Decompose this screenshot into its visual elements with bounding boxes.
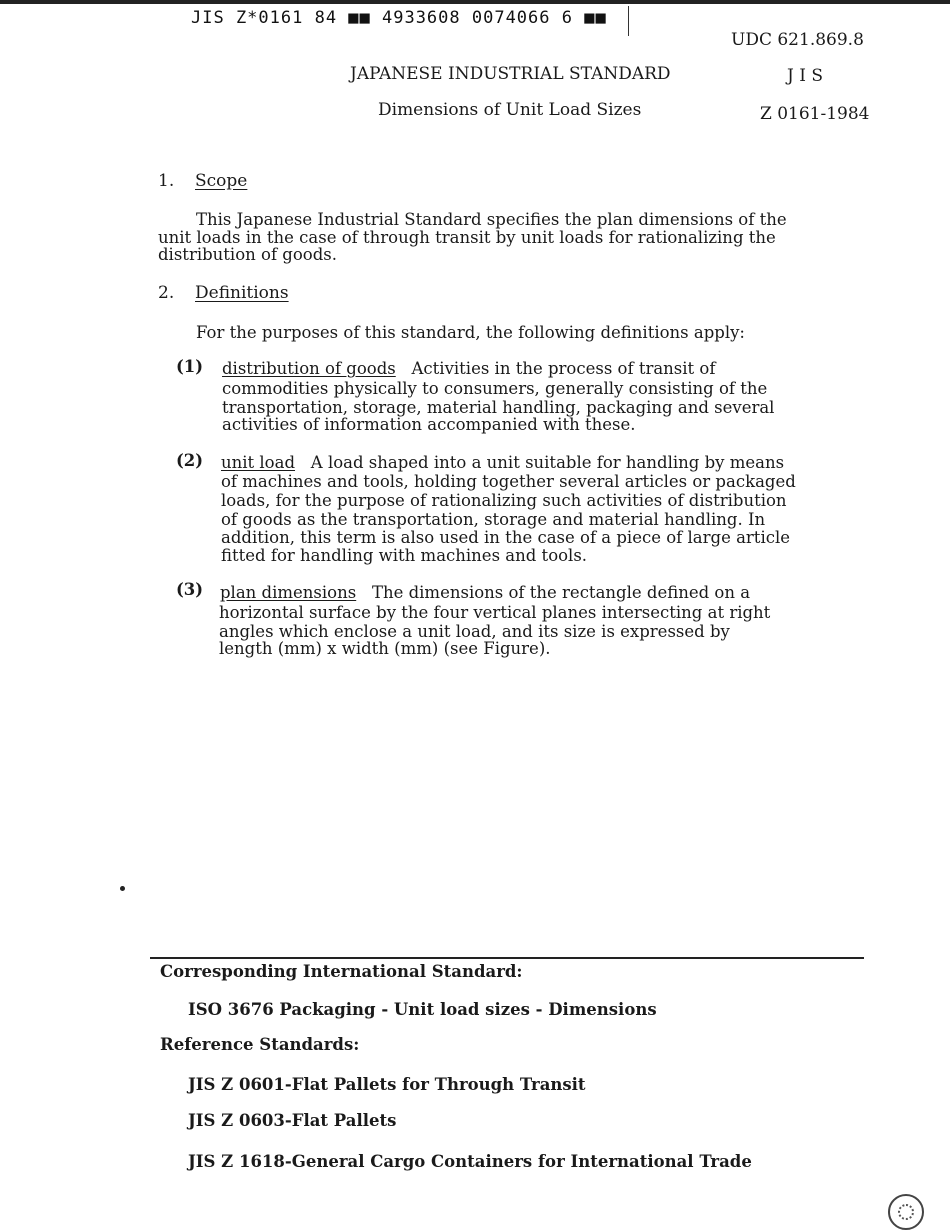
udc-number: UDC 621.869.8	[731, 30, 864, 50]
scope-line-3: distribution of goods.	[158, 245, 337, 264]
definition-line: length (mm) x width (mm) (see Figure).	[219, 639, 551, 658]
definitions-intro: For the purposes of this standard, the following definitions apply:	[196, 323, 745, 342]
top-border-rule	[0, 0, 950, 4]
footer-divider	[150, 957, 864, 959]
document-number: Z 0161-1984	[760, 104, 870, 124]
definition-text: The dimensions of the rectangle defined on a	[371, 583, 751, 602]
catalog-code-line: JIS Z*0161 84 ■■ 4933608 0074066 6 ■■	[191, 8, 607, 28]
definition-number: (1)	[176, 357, 204, 376]
definition-number: (3)	[176, 580, 204, 599]
definition-text: A load shaped into a unit suitable for handling by means	[310, 453, 785, 472]
definition-line: loads, for the purpose of rationalizing such activities of distribution	[221, 491, 787, 510]
iso-reference: ISO 3676 Packaging - Unit load sizes - Dimensions	[188, 1000, 657, 1019]
definition-first-line	[222, 361, 715, 377]
circular-stamp-mark	[888, 1194, 924, 1230]
section-number: 1.	[158, 171, 175, 191]
definition-line: fitted for handling with machines and tools.	[221, 546, 588, 565]
definition-term: unit load	[221, 453, 296, 472]
definition-term: plan dimensions	[220, 583, 357, 602]
definition-line: commodities physically to consumers, generally consisting of the	[222, 379, 768, 398]
section-number: 2.	[158, 283, 175, 303]
definition-line: of goods as the transportation, storage and material handling. In	[221, 510, 766, 529]
definition-line: horizontal surface by the four vertical planes intersecting at right	[219, 603, 771, 622]
reference-standards-heading: Reference Standards:	[160, 1035, 360, 1054]
scope-line-2: unit loads in the case of through transit by unit loads for rationalizing the	[158, 228, 776, 247]
section-title-scope: Scope	[195, 171, 248, 191]
definition-text: Activities in the process of transit of	[411, 359, 716, 378]
definition-line: of machines and tools, holding together several articles or packaged	[221, 472, 796, 491]
reference-item: JIS Z 0603-Flat Pallets	[188, 1111, 397, 1130]
document-title: Dimensions of Unit Load Sizes	[378, 100, 642, 120]
definition-number: (2)	[176, 451, 204, 470]
definition-term: distribution of goods	[222, 359, 396, 378]
definition-line: angles which enclose a unit load, and its size is expressed by	[219, 622, 730, 641]
scope-line-1: This Japanese Industrial Standard specifies the plan dimensions of the	[196, 210, 787, 229]
definition-line: addition, this term is also used in the case of a piece of large article	[221, 528, 791, 547]
scan-speck	[120, 886, 125, 891]
definition-line: transportation, storage, material handling, packaging and several	[222, 398, 775, 417]
definition-first-line	[221, 455, 784, 471]
section-title-definitions: Definitions	[195, 283, 289, 303]
standard-title: JAPANESE INDUSTRIAL STANDARD	[350, 64, 671, 84]
definition-first-line	[220, 585, 750, 601]
reference-item: JIS Z 1618-General Cargo Containers for International Trade	[188, 1152, 752, 1171]
reference-item: JIS Z 0601-Flat Pallets for Through Transit	[188, 1075, 586, 1094]
corresponding-standard-heading: Corresponding International Standard:	[160, 962, 523, 981]
jis-mark: J I S	[787, 66, 823, 86]
definition-line: activities of information accompanied with these.	[222, 415, 636, 434]
